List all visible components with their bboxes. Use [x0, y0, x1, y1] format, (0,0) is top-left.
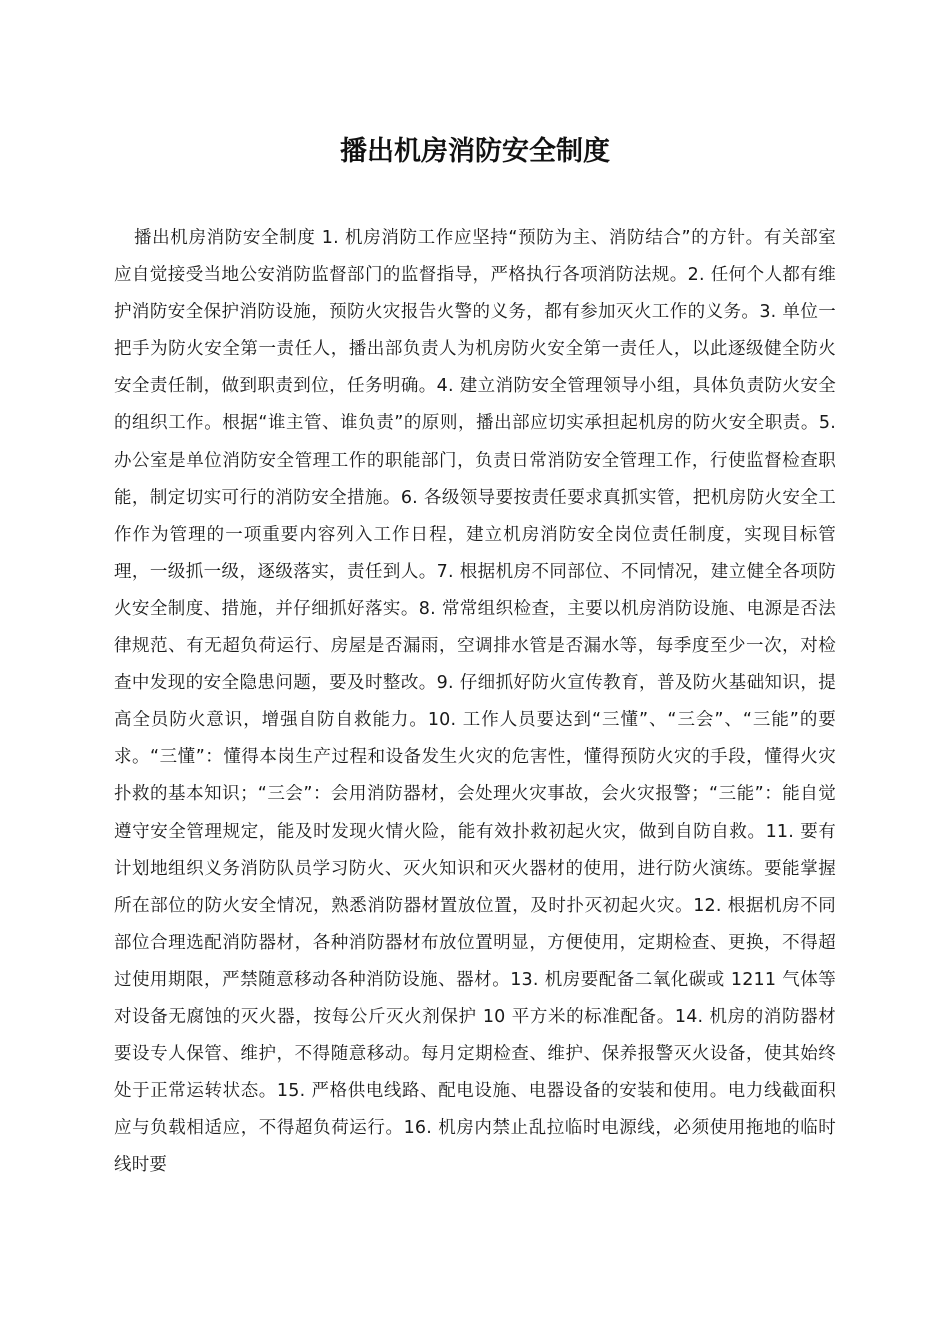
document-title: 播出机房消防安全制度: [340, 136, 610, 167]
document-body-text: 播出机房消防安全制度 1. 机房消防工作应坚持“预防为主、消防结合”的方针。有关部室应自觉接受当地公安消防监督部门的监督指导，严格执行各项消防法规。2. 任何个人都有维护消防安全保护消防设施，预防火灾报告火警的义务，都有参加灭火工作的义务。3. 单位一把手为防火安全第一责任人，播出部负责人为机房防火安全第一责任人，以此逐级健全防火安全责任制，做到职责到位，任务明确。4. 建立消防安全管理领导小组，具体负责防火安全的组织工作。根据“谁主管、谁负责”的原则，播出部应切实承担起机房的防火安全职责。5. 办公室是单位消防安全管理工作的职能部门，负责日常消防安全管理工作，行使监督检查职能，制定切实可行的消防安全措施。6. 各级领导要按责任要求真抓实管，把机房防火安全工作作为管理的一项重要内容列入工作日程，建立机房消防安全岗位责任制度，实现目标管理，一级抓一级，逐级落实，责任到人。7. 根据机房不同部位、不同情况，建立健全各项防火安全制度、措施，并仔细抓好落实。8. 常常组织检查，主要以机房消防设施、电源是否法律规范、有无超负荷运行、房屋是否漏雨，空调排水管是否漏水等，每季度至少一次，对检查中发现的安全隐患问题，要及时整改。9. 仔细抓好防火宣传教育，普及防火基础知识，提高全员防火意识，增强自防自救能力。10. 工作人员要达到“三懂”、“三会”、“三能”的要求。“三懂”：懂得本岗生产过程和设备发生火灾的危害性，懂得预防火灾的手段，懂得火灾扑救的基本知识；“三会”：会用消防器材，会处理火灾事故，会火灾报警；“三能”：能自觉遵守安全管理规定，能及时发现火情火险，能有效扑救初起火灾，做到自防自救。11. 要有计划地组织义务消防队员学习防火、灭火知识和灭火器材的使用，进行防火演练。要能掌握所在部位的防火安全情况，熟悉消防器材置放位置，及时扑灭初起火灾。12. 根据机房不同部位合理选配消防器材，各种消防器材布放位置明显，方便使用，定期检查、更换，不得超过使用期限，严禁随意移动各种消防设施、器材。13. 机房要配备二氧化碳或 1211 气体等对设备无腐蚀的灭火器，按每公斤灭火剂保护 10 平方米的标准配备。14. 机房的消防器材要设专人保管、维护，不得随意移动。每月定期检查、维护、保养报警灭火设备，使其始终处于正常运转状态。15. 严格供电线路、配电设施、电器设备的安装和使用。电力线截面积应与负载相适应，不得超负荷运行。16. 机房内禁止乱拉临时电源线，必须使用拖地的临时线时要: [114, 228, 836, 1176]
